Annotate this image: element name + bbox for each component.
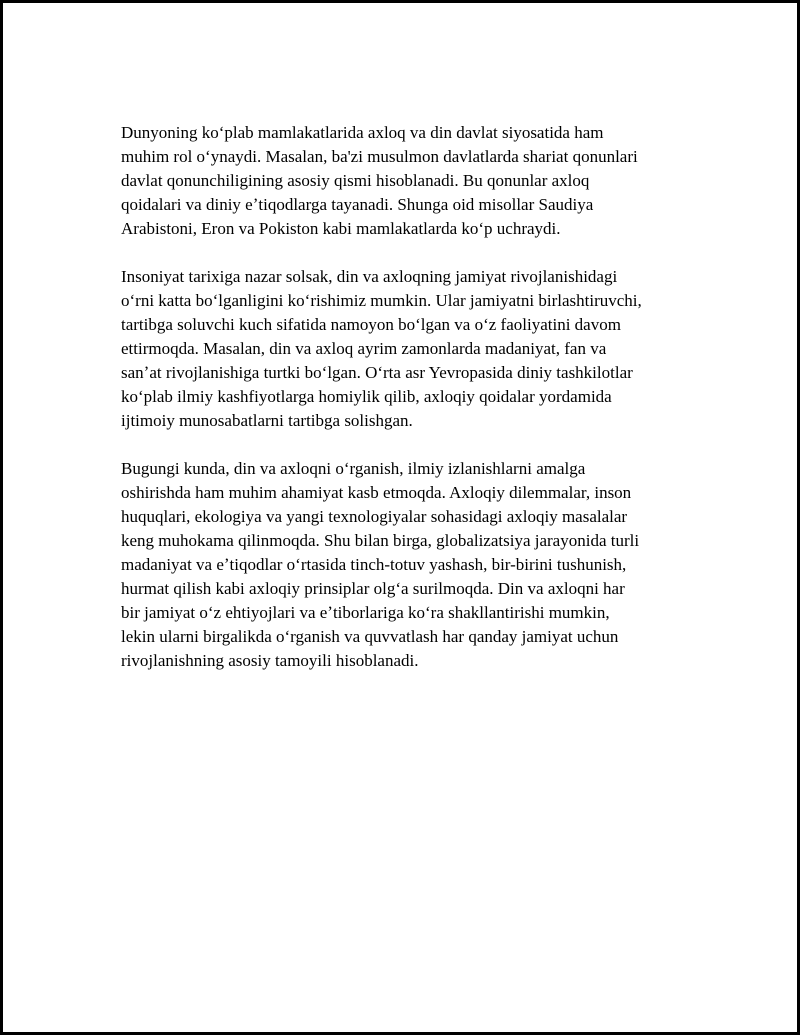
text-line: qoidalari va diniy eʼtiqodlarga tayanadi. Shunga oid misollar Saudiya: [121, 195, 594, 214]
text-line: ettirmoqda. Masalan, din va axloq ayrim zamonlarda madaniyat, fan va: [121, 339, 607, 358]
text-line: Arabistoni, Eron va Pokiston kabi mamlakatlarda koʻp uchraydi.: [121, 219, 561, 238]
paragraph-3: [121, 457, 691, 673]
paragraph-2: [121, 265, 691, 433]
text-line: muhim rol oʻynaydi. Masalan, ba'zi musulmon davlatlarda shariat qonunlari: [121, 147, 638, 166]
text-line: Dunyoning koʻplab mamlakatlarida axloq va din davlat siyosatida ham: [121, 123, 604, 142]
paragraph-1: [121, 121, 691, 241]
text-line: Bugungi kunda, din va axloqni oʻrganish, ilmiy izlanishlarni amalga: [121, 459, 586, 478]
text-line: huquqlari, ekologiya va yangi texnologiyalar sohasidagi axloqiy masalalar: [121, 507, 628, 526]
text-line: oshirishda ham muhim ahamiyat kasb etmoqda. Axloqiy dilemmalar, inson: [121, 483, 632, 502]
text-line: bir jamiyat oʻz ehtiyojlari va eʼtiborlariga koʻra shakllantirishi mumkin,: [121, 603, 610, 622]
text-line: davlat qonunchiligining asosiy qismi hisoblanadi. Bu qonunlar axloq: [121, 171, 590, 190]
text-line: Insoniyat tarixiga nazar solsak, din va axloqning jamiyat rivojlanishidagi: [121, 267, 618, 286]
text-line: rivojlanishning asosiy tamoyili hisoblanadi.: [121, 651, 419, 670]
text-line: hurmat qilish kabi axloqiy prinsiplar olgʻa surilmoqda. Din va axloqni har: [121, 579, 625, 598]
text-line: oʻrni katta boʻlganligini koʻrishimiz mumkin. Ular jamiyatni birlashtiruvchi,: [121, 291, 642, 310]
text-line: lekin ularni birgalikda oʻrganish va quvvatlash har qanday jamiyat uchun: [121, 627, 619, 646]
document-body: [121, 121, 691, 697]
text-line: ijtimoiy munosabatlarni tartibga solishgan.: [121, 411, 413, 430]
text-line: tartibga soluvchi kuch sifatida namoyon boʻlgan va oʻz faoliyatini davom: [121, 315, 621, 334]
text-line: sanʼat rivojlanishiga turtki boʻlgan. Oʻrta asr Yevropasida diniy tashkilotlar: [121, 363, 633, 382]
text-line: koʻplab ilmiy kashfiyotlarga homiylik qilib, axloqiy qoidalar yordamida: [121, 387, 612, 406]
text-line: madaniyat va eʼtiqodlar oʻrtasida tinch-totuv yashash, bir-birini tushunish,: [121, 555, 627, 574]
text-line: keng muhokama qilinmoqda. Shu bilan birga, globalizatsiya jarayonida turli: [121, 531, 640, 550]
